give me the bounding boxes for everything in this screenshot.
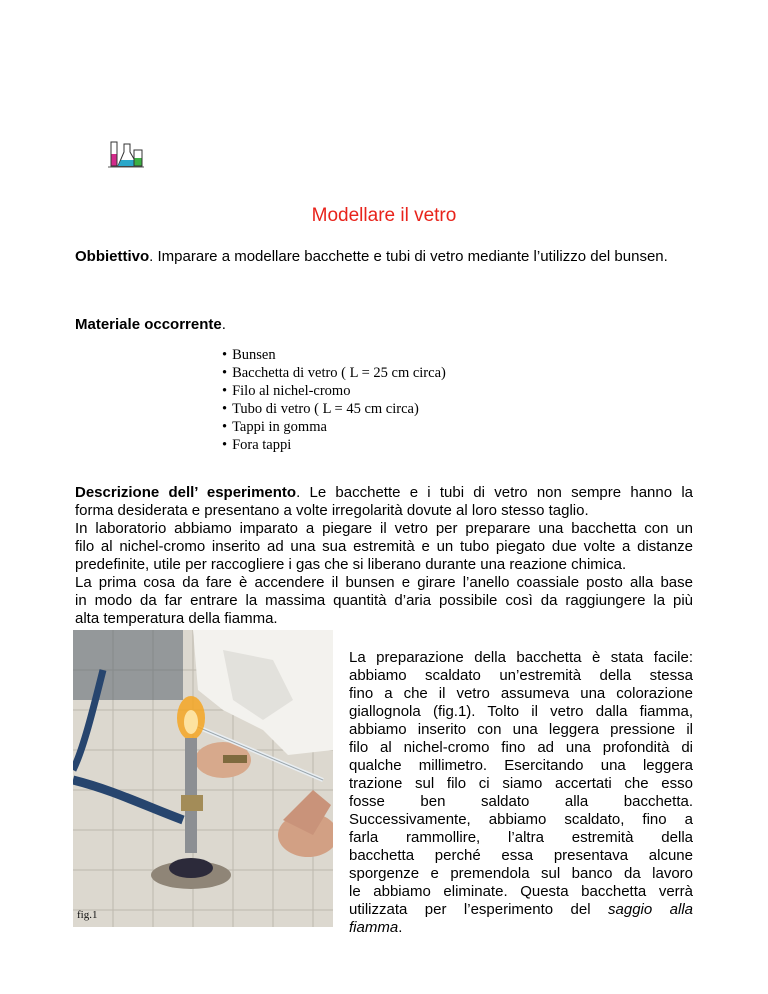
side-line: fino a che il vetro assumeva una colorazione (349, 685, 693, 702)
list-item: • Bacchetta di vetro ( L = 25 cm circa) (222, 364, 446, 382)
side-line: filo al nichel-cromo fino ad una profondità di (349, 739, 693, 756)
objective-paragraph (75, 248, 693, 266)
side-line: farla rammollire, l’altra estremità della (349, 829, 693, 846)
side-line: fiamma. (349, 919, 403, 936)
side-line: qualche millimetro. Esercitando una leggera (349, 757, 693, 774)
side-line: giallognola (fig.1). Tolto il vetro dalla fiamma, (349, 703, 693, 720)
side-line: utilizzata per l’esperimento del saggio alla (349, 901, 693, 918)
list-item: • Bunsen (222, 346, 446, 364)
description-line: Descrizione dell’ esperimento. Le bacchette e i tubi di vetro non sempre hanno la (75, 484, 693, 501)
list-item: • Fora tappi (222, 436, 446, 454)
materials-label: Materiale occorrente (75, 316, 222, 333)
side-line: abbiamo scaldato un’estremità della stessa (349, 667, 693, 684)
side-line: sporgenze e premendola sul banco da lavoro (349, 865, 693, 882)
side-line: bacchetta perché essa presentava alcune (349, 847, 693, 864)
side-line: trazione sul filo ci siamo accertati che esso (349, 775, 693, 792)
page-title: Modellare il vetro (311, 205, 457, 226)
description-line: La prima cosa da fare è accendere il bunsen e girare l’anello coassiale posto alla base (75, 574, 693, 591)
description-line: In laboratorio abbiamo imparato a piegare il vetro per preparare una bacchetta con un (75, 520, 693, 537)
lab-glassware-icon (108, 140, 144, 170)
description-line: filo al nichel-cromo inserito ad una sua estremità e un tubo piegato due volte a distanze (75, 538, 693, 555)
description-line: in modo da far entrare la massima quantità d’aria possibile così da raggiungere la più (75, 592, 693, 609)
description-label: Descrizione dell’ esperimento (75, 484, 297, 501)
side-line: La preparazione della bacchetta è stata facile: (349, 649, 693, 666)
description-line: forma desiderata e presentano a volte irregolarità dovute al loro stesso taglio. (75, 502, 589, 519)
materials-suffix: . (221, 316, 226, 333)
description-line: predefinite, utile per raccogliere i gas che si liberano durante una reazione chimica. (75, 556, 627, 573)
figure-caption: fig.1 (77, 909, 98, 921)
objective-label: Obbiettivo (75, 248, 150, 265)
description-line: alta temperatura della fiamma. (75, 610, 278, 627)
italic-term: fiamma (349, 919, 399, 936)
materials-list (222, 346, 446, 454)
side-paragraph (349, 649, 693, 937)
side-line: Successivamente, abbiamo scaldato, fino a (349, 811, 693, 828)
figure-photo (73, 630, 333, 927)
materials-heading (75, 316, 693, 334)
description-paragraph (75, 484, 693, 628)
list-item: • Tappi in gomma (222, 418, 446, 436)
list-item: • Tubo di vetro ( L = 45 cm circa) (222, 400, 446, 418)
objective-text: . Imparare a modellare bacchette e tubi di vetro mediante l’utilizzo del bunsen. (149, 248, 668, 265)
italic-term: saggio alla (608, 901, 693, 918)
side-line: fosse ben saldato alla bacchetta. (349, 793, 693, 810)
side-line: le abbiamo eliminate. Questa bacchetta verrà (349, 883, 693, 900)
side-line: abbiamo inserito con una leggera pressione il (349, 721, 693, 738)
list-item: • Filo al nichel-cromo (222, 382, 446, 400)
